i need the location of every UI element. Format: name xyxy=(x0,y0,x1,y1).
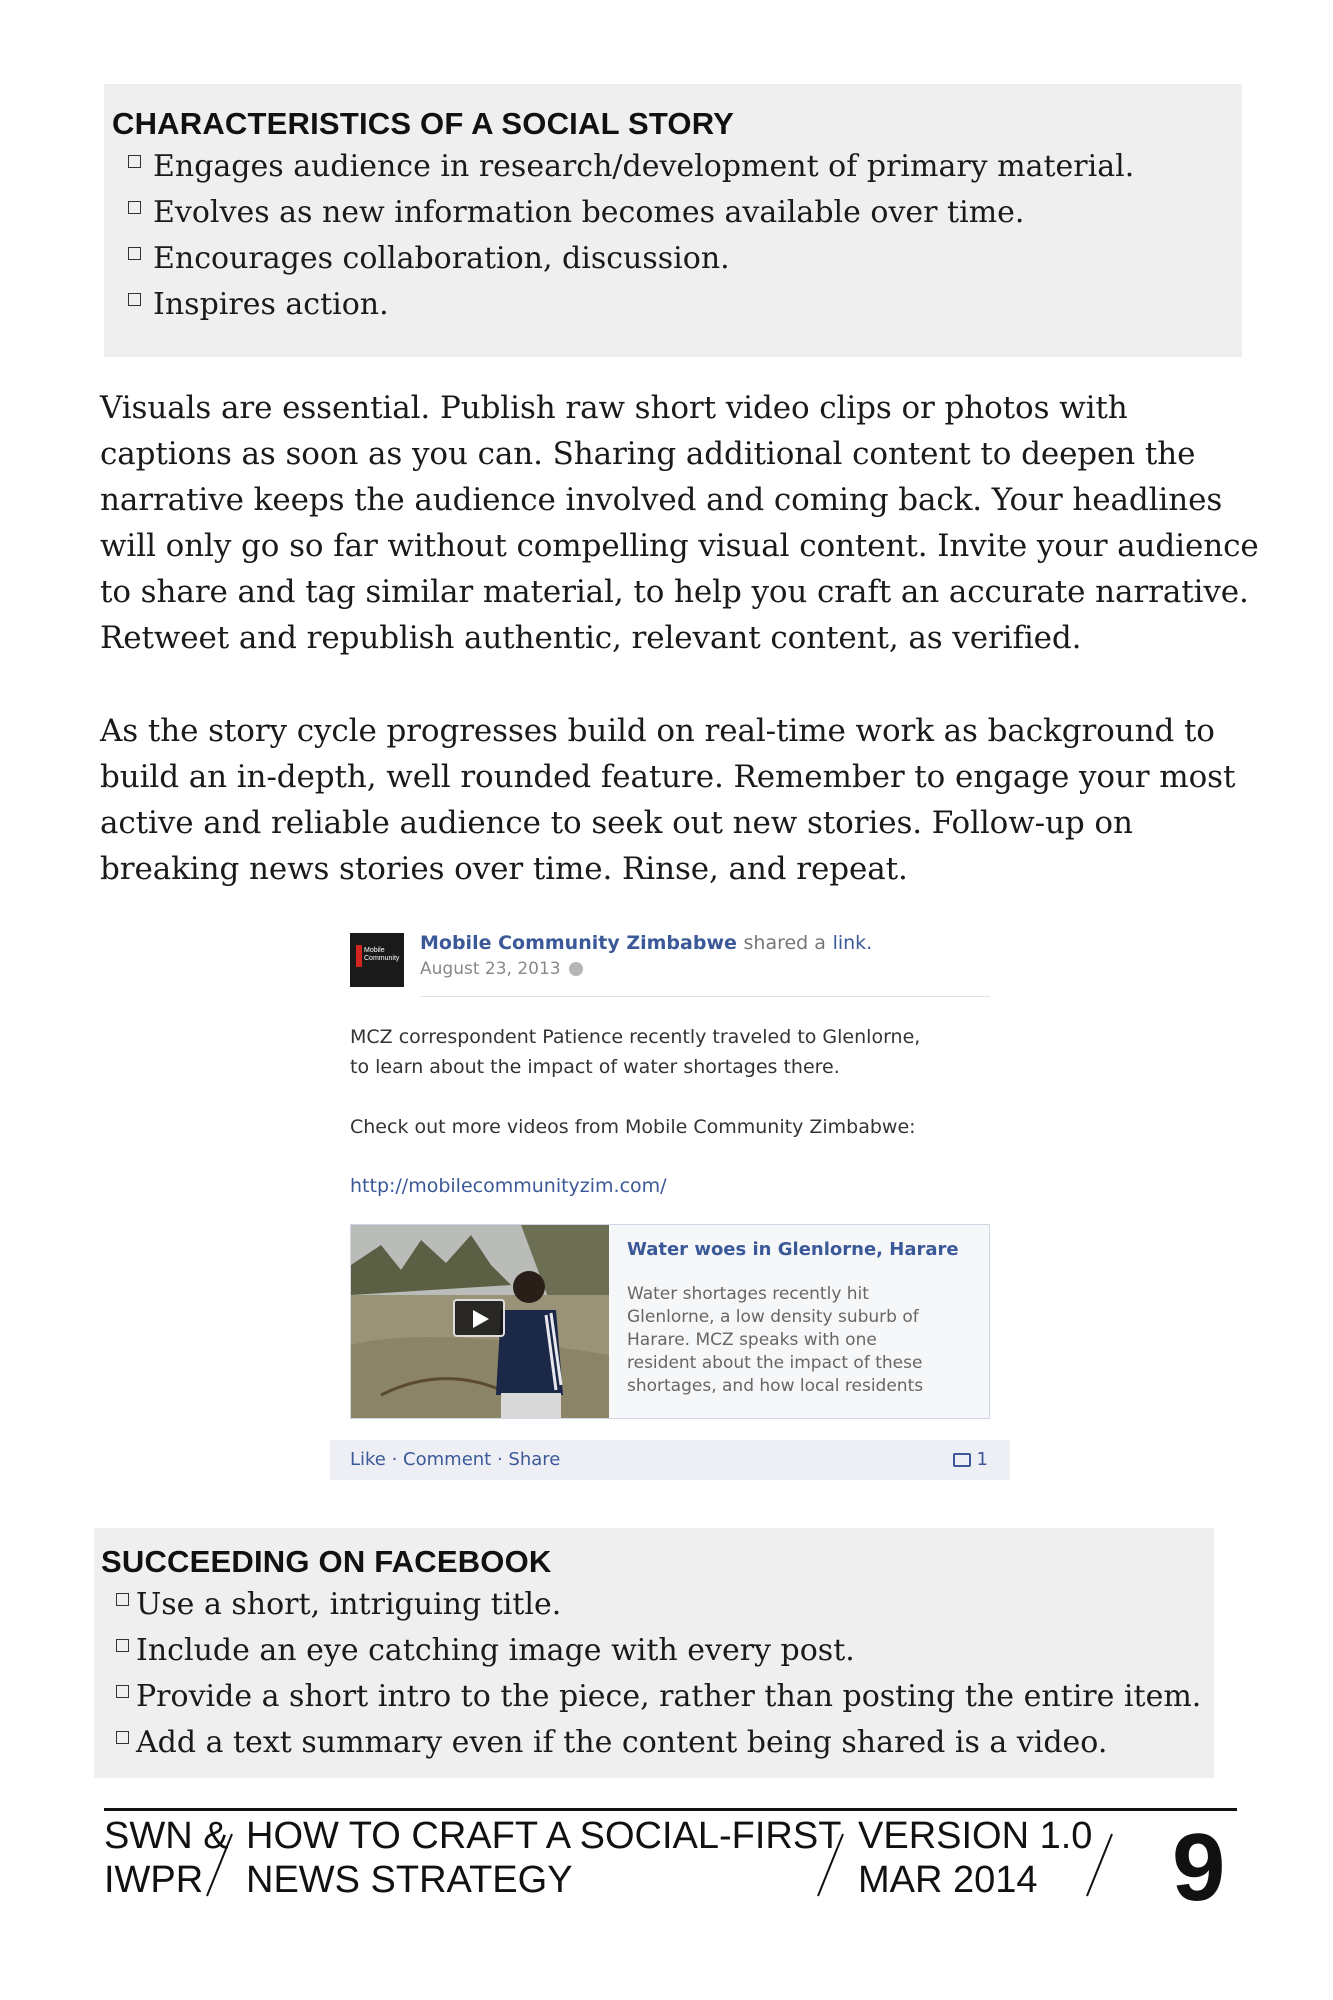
footer-version: VERSION 1.0 xyxy=(858,1815,1093,1857)
attachment-description: Water shortages recently hit Glenlorne, a low density suburb of Harare. MCZ speaks with one resident about the impact of these shortages, and how local residents xyxy=(627,1284,924,1396)
page-name-link[interactable]: Mobile Community Zimbabwe xyxy=(420,932,737,954)
facebook-tips-item: Use a short, intriguing title. xyxy=(116,1582,1214,1628)
facebook-tips-item: Include an eye catching image with every post. xyxy=(116,1628,1214,1674)
characteristics-item: Evolves as new information becomes available over time. xyxy=(128,190,1242,236)
body-paragraph-2: As the story cycle progresses build on real-time work as background to build an in-depth, well rounded feature. Remember to engage your most active and reliable audience to seek out new stories. Follow-up on breaking news stories over time. Rinse, and repeat. xyxy=(100,713,1236,887)
post-text-line: to learn about the impact of water shortages there. xyxy=(350,1056,840,1078)
footer-date: MAR 2014 xyxy=(858,1859,1038,1901)
post-date: August 23, 2013 xyxy=(420,959,583,979)
like-comment-share-links[interactable]: Like · Comment · Share xyxy=(350,1449,561,1470)
characteristics-item: Engages audience in research/development of primary material. xyxy=(128,144,1242,190)
characteristics-title: CHARACTERISTICS OF A SOCIAL STORY xyxy=(112,106,735,141)
footer-org: SWN & xyxy=(104,1815,229,1857)
link-word[interactable]: link. xyxy=(832,932,873,954)
footer-title: HOW TO CRAFT A SOCIAL-FIRST xyxy=(246,1815,842,1857)
facebook-tips-item: Provide a short intro to the piece, rather than posting the entire item. xyxy=(116,1674,1214,1720)
footer-org: IWPR xyxy=(104,1859,204,1901)
post-text-line: Check out more videos from Mobile Community Zimbabwe: xyxy=(350,1116,916,1138)
attachment-title[interactable]: Water woes in Glenlorne, Harare xyxy=(627,1239,959,1260)
comment-count[interactable]: 1 xyxy=(953,1440,988,1480)
page-number: 9 xyxy=(1172,1814,1226,1921)
shared-text: shared a xyxy=(743,932,826,954)
facebook-tips-title: SUCCEEDING ON FACEBOOK xyxy=(101,1544,552,1579)
post-url-link[interactable]: http://mobilecommunityzim.com/ xyxy=(350,1175,667,1197)
body-paragraph-1: Visuals are essential. Publish raw short video clips or photos with captions as soon as you can. Sharing additional content to deepen the narrative keeps the audience involved and coming back. Your headlines will only go so far without compelling visual content. Invite your audience to share and tag similar material, to help you craft an accurate narrative. Retweet and republish authentic, relevant content, as verified. xyxy=(100,390,1259,656)
footer-title: NEWS STRATEGY xyxy=(246,1859,573,1901)
facebook-tips-item: Add a text summary even if the content being shared is a video. xyxy=(116,1720,1214,1766)
post-text-line: MCZ correspondent Patience recently traveled to Glenlorne, xyxy=(350,1026,921,1048)
characteristics-item: Inspires action. xyxy=(128,282,1242,328)
characteristics-item: Encourages collaboration, discussion. xyxy=(128,236,1242,282)
avatar-logo-text: Mobile Community xyxy=(364,947,400,962)
